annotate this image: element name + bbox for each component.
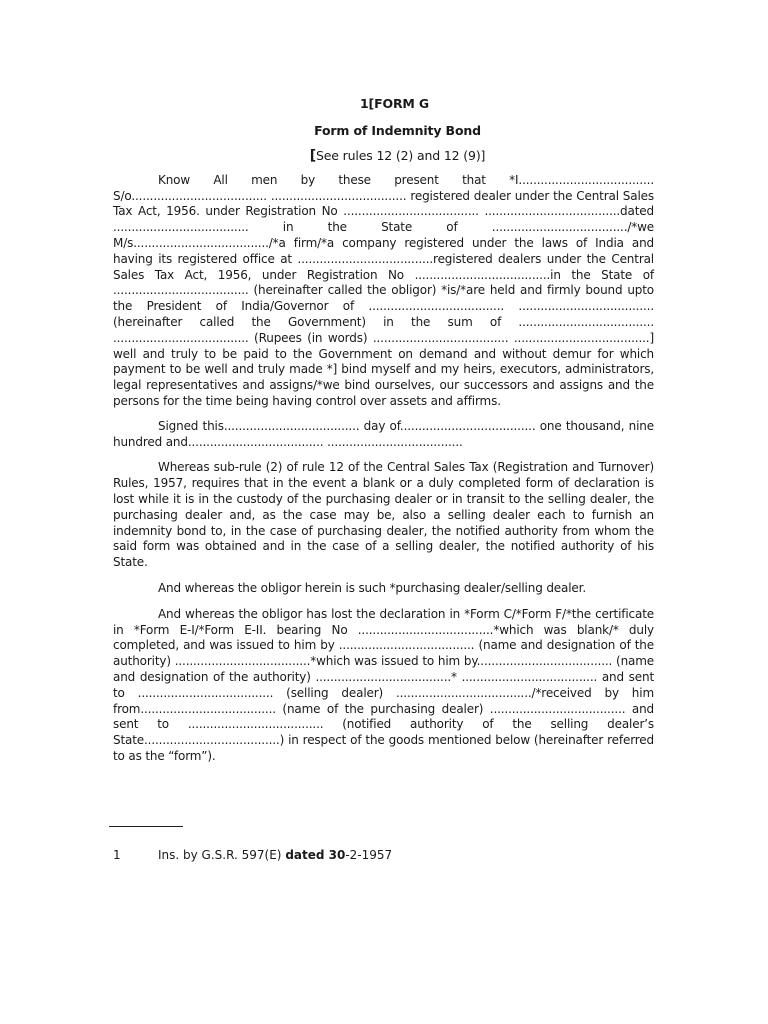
form-title-heading: Form of Indemnity Bond — [314, 123, 481, 138]
paragraph-obligor-dealer: And whereas the obligor herein is such *purchasing dealer/selling dealer. — [158, 580, 586, 595]
footnote-number: 1 — [113, 848, 121, 862]
form-number-heading: 1[FORM G — [359, 96, 430, 111]
footnote-date-tail: -2-1957 — [345, 848, 393, 862]
rules-bracket: [ — [309, 148, 316, 164]
document-body — [113, 96, 654, 765]
paragraph-know-all-men: Know All men by these present that *I..................................... S/o..................................... ..................................... registered dealer under the Central Sales Tax Act, 1956. under Registration No ..................................... .....................................dated ..................................... in the State of ...................................../*we M/s...................................../*a firm/*a company registered under the laws of India and having its registered office at .....................................registered dealers under the Central Sales Tax Act, 1956, under Registration No .....................................in the State of ..................................... (hereinafter called the obligor) *is/*are held and firmly bound upto the President of India/Governor of ..................................... ..................................... (hereinafter called the Government) in the sum of ..................................... ..................................... (Rupees (in words) ..................................... .....................................] well and truly to be paid to the Government on demand and without demur for which payment to be well and truly made *] bind myself and my heirs, executors, administrators, legal representatives and assigns/*we bind ourselves, our successors and assigns and the persons for the time being having control over assets and affirms. — [113, 172, 654, 408]
footnote-text: Ins. by G.S.R. 597(E) — [158, 848, 286, 862]
paragraph-lost-declaration: And whereas the obligor has lost the declaration in *Form C/*Form F/*the certificate in *Form E-I/*Form E-II. bearing No .....................................*which was blank/* duly completed, and was issued to him by ..................................... (name and designation of the authority) .....................................*which was issued to him by..................................... (name and designation of the authority) .....................................* ..................................... and sent to ..................................... (selling dealer) ...................................../*received by him from..................................... (name of the purchasing dealer) ..................................... and sent to ..................................... (notified authority of the selling dealer’s State.....................................) in respect of the goods mentioned below (hereinafter referred to as the “form”). — [113, 606, 654, 763]
footnote-bold-text: dated 30 — [285, 848, 346, 862]
form-rules-reference — [141, 148, 654, 165]
footnote-divider — [109, 826, 183, 827]
footnote — [113, 848, 392, 862]
paragraph-whereas-sub-rule: Whereas sub-rule (2) of rule 12 of the Central Sales Tax (Registration and Turnover) Rules, 1957, requires that in the event a blank or a duly completed form of declaration is lost while it is in the custody of the purchasing dealer or in transit to the selling dealer, the purchasing dealer and, as the case may be, also a selling dealer each to furnish an indemnity bond to, in the case of purchasing dealer, the notified authority from whom the said form was obtained and in the case of a selling dealer, the notified authority of his State. — [113, 460, 654, 570]
rules-text: See rules 12 (2) and 12 (9)] — [315, 148, 486, 163]
paragraph-signed-this: Signed this..................................... day of..................................... one thousand, nine hundred and..................................... ..................................... — [113, 418, 654, 449]
